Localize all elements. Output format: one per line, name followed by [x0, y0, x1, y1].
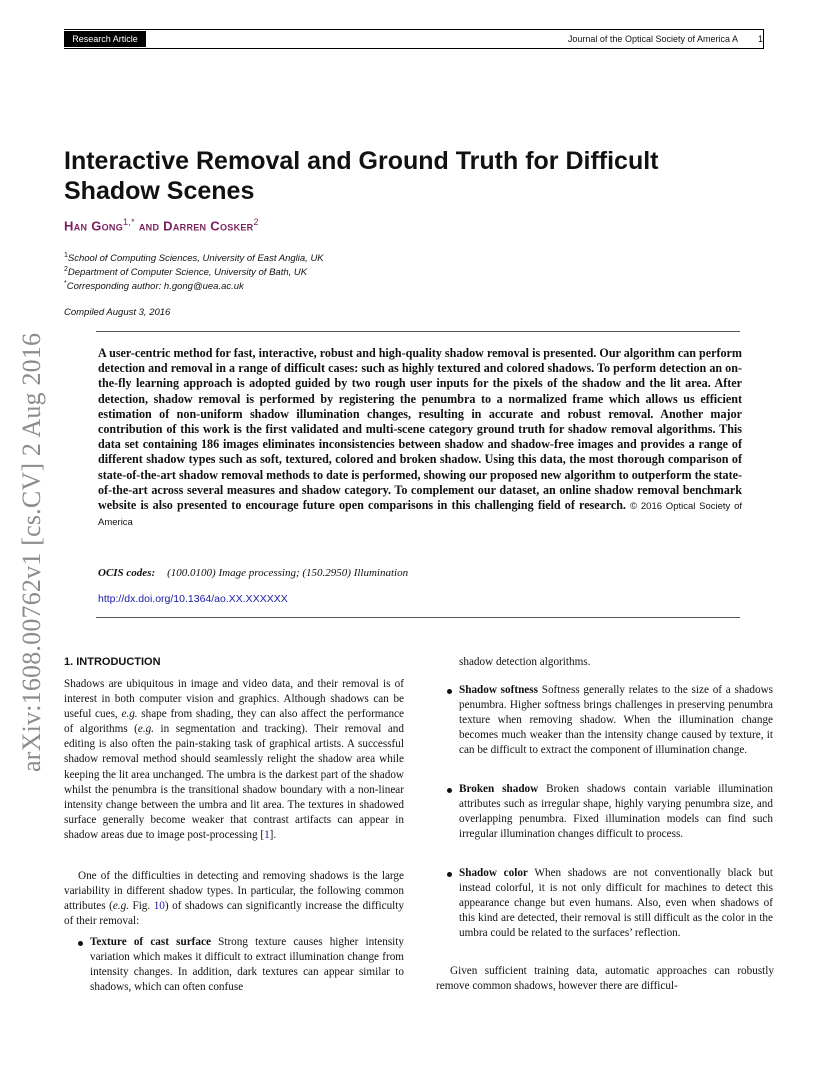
affiliation-2-sup: 2: [64, 266, 68, 273]
bullet-dot: [447, 788, 452, 793]
author-list: [64, 217, 259, 233]
compiled-date: Compiled August 3, 2016: [64, 307, 171, 318]
bullet-texture: [90, 935, 404, 995]
header-rule-top: [64, 29, 764, 30]
right-paragraph: Given sufficient training data, automatic approaches can robustly remove common shadows, however there are difficul-: [436, 965, 774, 993]
intro-p1-text-d: ].: [269, 828, 277, 841]
copyright: © 2016 Optical Society of America: [98, 501, 742, 529]
intro-p1-eg1: e.g.: [121, 708, 138, 721]
bullet-dot: [447, 689, 452, 694]
arxiv-stamp: [18, 288, 46, 772]
author-1: Han Gong: [64, 218, 124, 234]
corresponding-author: [64, 277, 244, 294]
author-1-sup: 1,*: [123, 217, 135, 227]
arxiv-stamp-text: arXiv:1608.00762v1 [cs.CV] 2 Aug 2016: [17, 332, 46, 772]
intro-p1-text-b: shape from shading, they can also affect the performance of algorithms (: [64, 708, 404, 736]
bullet-softness-title: Shadow softness: [459, 684, 538, 696]
affiliation-1-text: School of Computing Sciences, University of East Anglia, UK: [67, 253, 324, 265]
intro-p2-eg: e.g.: [112, 900, 129, 913]
intro-p1-text-c: in segmentation and tracking). Their removal and editing is also often the pain-staking task of graphical artists. A successful shadow removal method should seamlessly relight the shadow area while keeping the lit area unchanged. The umbra is the darkest part of the shadow whilst the penumbra is the transitional shadow boundary with a non-linear intensity change between the umbra and lit area. The textures in shadowed surface generally become weaker that contrast artifacts can appear in shadow areas due to image post-processing [: [64, 723, 404, 841]
abstract-text: A user-centric method for fast, interactive, robust and high-quality shadow removal is presented. Our algorithm can perform detection and removal in a range of difficult cases: such as highly textured and colored shadows. To perform detection an on-the-fly learning approach is adopted guided by two rough user inputs for the pixels of the shadow and the lit area. After detection, shadow removal is performed by registering the penumbra to a normalized frame which allows us efficient estimation of non-uniform shadow illumination changes, resulting in accurate and robust removal. Another major contribution of this work is the first validated and multi-scene category ground truth for shadow removal algorithms. This data set containing 186 images eliminates inconsistencies between shadow and shadow-free images and provides a range of different shadow types such as soft, textured, colored and broken shadow. Using this data, the most thorough comparison of state-of-the-art shadow removal methods to date is performed, showing our proposed new algorithm to outperform the state-of-the-art across several measures and shadow category. To complement our dataset, an online shadow removal benchmark website is also presented to encourage future open comparisons in this challenging field of research.: [98, 346, 742, 513]
intro-p2-text-c: ) of shadows can significantly increase the difficulty of their removal:: [64, 900, 404, 928]
bullet-softness-text: Softness generally relates to the size of a shadows penumbra. Higher softness brings challenges in preserving penumbra texture when removing shadow. When the illumination change becomes much weaker than the intensity change caused by texture, it can be difficult to extract the component of illumination change.: [459, 684, 774, 757]
ocis-values: (100.0100) Image processing; (150.2950) Illumination: [167, 567, 409, 579]
section-heading: 1. INTRODUCTION: [64, 656, 161, 668]
bullet-dot: [78, 941, 83, 946]
abstract-rule-bottom: [96, 617, 740, 618]
bullet-color: [459, 866, 773, 941]
page-number: 1: [758, 34, 764, 44]
intro-p1-eg2: e.g.: [137, 723, 155, 736]
author-and: and: [134, 218, 164, 234]
ocis-codes: [98, 567, 408, 579]
bullet-broken-title: Broken shadow: [459, 783, 539, 795]
figure-link[interactable]: 10: [153, 900, 165, 913]
bullet-color-text: When shadows are not conventionally black but instead colorful, it is not only difficult for machines to detect this appearance change but even humans. Also, even when shadows of this kind are detected, their removal is still difficult as the color in the umbra could be related to the surfaces’ reflection.: [459, 867, 773, 940]
ocis-label: OCIS codes:: [98, 567, 156, 579]
bullet-broken-text: Broken shadows contain variable illumination attributes such as irregular shape, highly varying penumbra size, and overlapping penumbra. Fixed illumination models can find such irregular illumination changes difficult to process.: [459, 783, 773, 841]
intro-p2-text-b: Fig.: [129, 900, 154, 913]
corresponding-text: Corresponding author: h.gong@uea.ac.uk: [66, 281, 244, 293]
bullet-broken: [459, 782, 773, 842]
corresponding-sup: *: [64, 280, 67, 287]
author-2: Darren Cosker: [163, 218, 254, 234]
header-rule-end: [763, 29, 764, 48]
header-rule-bottom: [64, 48, 764, 49]
article-type-tag: Research Article: [64, 31, 146, 47]
intro-paragraph-2: [64, 869, 404, 929]
doi-link[interactable]: http://dx.doi.org/10.1364/ao.XX.XXXXXX: [98, 593, 288, 605]
abstract: [98, 346, 742, 530]
intro-p1-text-a: Shadows are ubiquitous in image and video data, and their removal is of interest in both computer vision and graphics. Although shadows can be useful cues,: [64, 678, 404, 721]
bullet-color-title: Shadow color: [459, 867, 528, 879]
intro-paragraph-1: [64, 677, 404, 843]
intro-p2-text-a: One of the difficulties in detecting and removing shadows is the large variability in different shadow types. In particular, the following common attributes (: [64, 870, 404, 913]
right-continuation: shadow detection algorithms.: [459, 656, 591, 668]
affiliation-1-sup: 1: [64, 252, 68, 259]
bullet-softness: [459, 683, 773, 758]
citation-link[interactable]: 1: [264, 828, 270, 841]
abstract-rule-top: [96, 331, 740, 332]
bullet-dot: [447, 872, 452, 877]
bullet-texture-text: Strong texture causes higher intensity variation which makes it difficult to extract illumination change from intensity changes. In addition, dark textures can appear similar to shadows, which can often confuse: [90, 936, 404, 994]
paper-title: Interactive Removal and Ground Truth for Difficult Shadow Scenes: [64, 147, 659, 205]
affiliation-2-text: Department of Computer Science, University of Bath, UK: [67, 267, 308, 279]
journal-name: Journal of the Optical Society of America A: [567, 34, 738, 44]
bullet-texture-title: Texture of cast surface: [90, 936, 211, 948]
author-2-sup: 2: [253, 217, 259, 227]
